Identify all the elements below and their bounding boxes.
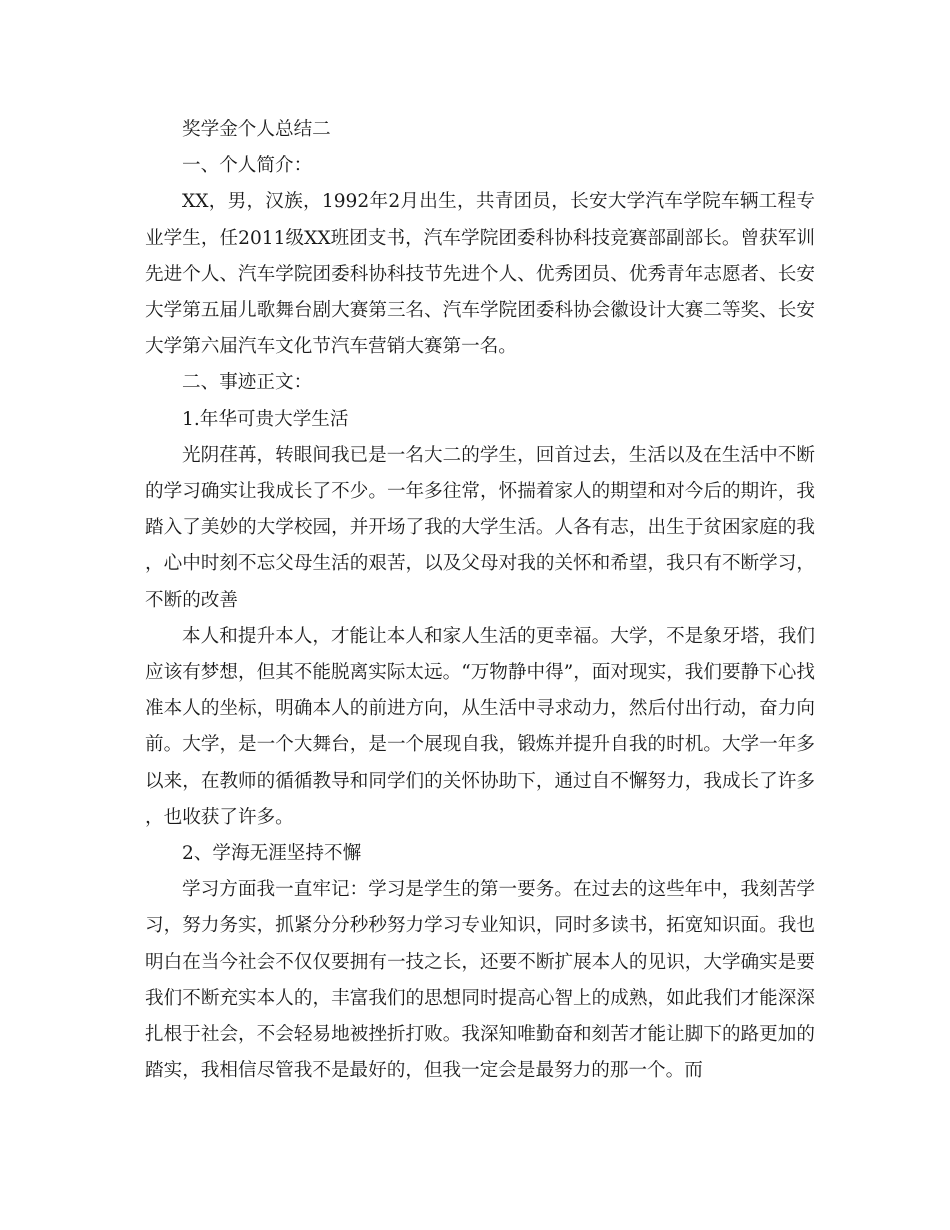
college-life-paragraph-2: 本人和提升本人，才能让本人和家人生活的更幸福。大学，不是象牙塔，我们应该有梦想，但其不能脱离实际太远。“万物静中得”，面对现实，我们要静下心找准本人的坐标，明确本人的前进方向，从生活中寻求动力，然后付出行动，奋力向前。大学，是一个大舞台，是一个展现自我，锻炼并提升自我的时机。大学一年多以来，在教师的循循教导和同学们的关怀协助下，通过自不懈努力，我成长了许多，也收获了许多。: [145, 625, 815, 828]
study-paragraph-1: 学习方面我一直牢记：学习是学生的第一要务。在过去的这些年中，我刻苦学习，努力务实，抓紧分分秒秒努力学习专业知识，同时多读书，拓宽知识面。我也明白在当今社会不仅仅要拥有一技之长，还要不断扩展本人的见识，大学确实是要我们不断充实本人的，丰富我们的思想同时提高心智上的成熟，如此我们才能深深扎根于社会，不会轻易地被挫折打败。我深知唯勤奋和刻苦才能让脚下的路更加的踏实，我相信尽管我不是最好的，但我一定会是最努力的那一个。而: [145, 879, 815, 1082]
college-life-paragraph-1: 光阴荏苒，转眼间我已是一名大二的学生，回首过去，生活以及在生活中不断的学习确实让我成长了不少。一年多往常，怀揣着家人的期望和对今后的期许，我踏入了美妙的大学校园，并开场了我的大学生活。人各有志，出生于贫困家庭的我，心中时刻不忘父母生活的艰苦，以及父母对我的关怀和希望，我只有不断学习，不断的改善: [145, 444, 815, 611]
subsection-heading-study: 2、学海无涯坚持不懈: [182, 843, 362, 865]
section-heading-profile: 一、个人简介：: [182, 155, 313, 177]
subsection-heading-college-life: 1.年华可贵大学生活: [182, 408, 349, 430]
document-body: [145, 112, 815, 1089]
section-heading-deeds: 二、事迹正文：: [182, 372, 313, 394]
document-title: 奖学金个人总结二: [182, 119, 331, 140]
profile-paragraph: XX，男，汉族，1992年2月出生，共青团员，长安大学汽车学院车辆工程专业学生，任2011级XX班团支书，汽车学院团委科协科技竞赛部副部长。曾获军训先进个人、汽车学院团委科协科技节先进个人、优秀团员、优秀青年志愿者、长安大学第五届儿歌舞台剧大赛第三名、汽车学院团委科协会徽设计大赛二等奖、长安大学第六届汽车文化节汽车营销大赛第一名。: [145, 191, 815, 358]
